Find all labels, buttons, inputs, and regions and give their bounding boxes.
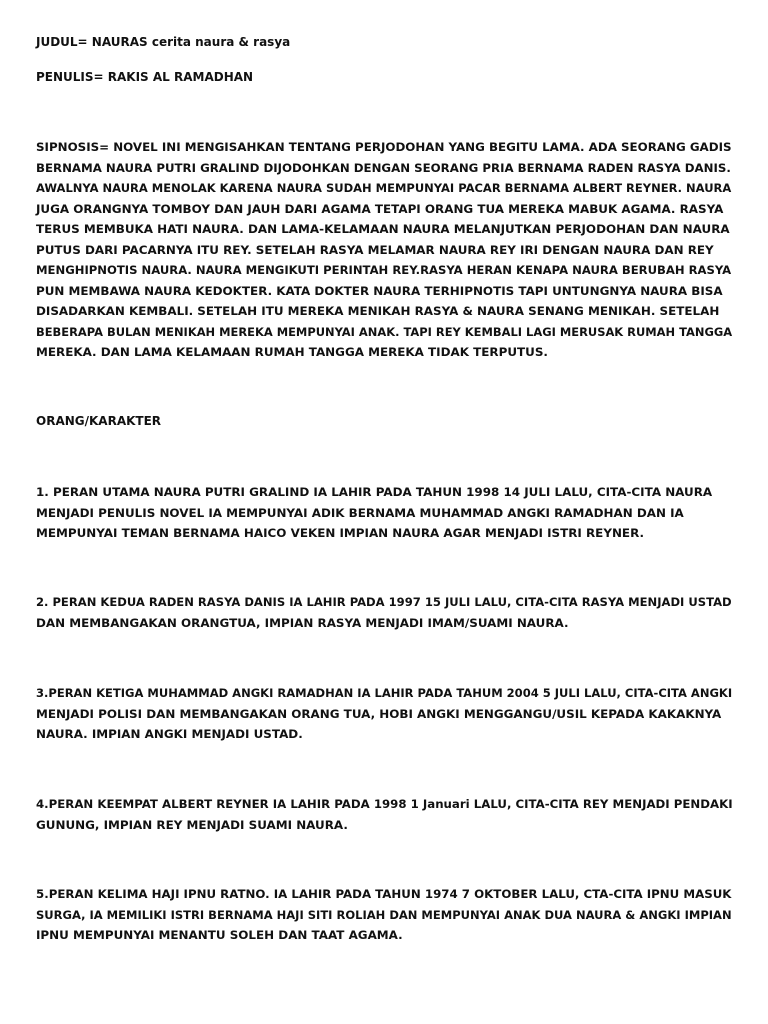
character-line: NAURA. IMPIAN ANGKI MENJADI USTAD. <box>36 727 303 741</box>
synopsis-line: TERUS MEMBUKA HATI NAURA. DAN LAMA-KELAMAAN NAURA MELANJUTKAN PERJODOHAN DAN NAURA <box>36 222 730 236</box>
synopsis-line: SIPNOSIS= NOVEL INI MENGISAHKAN TENTANG PERJODOHAN YANG BEGITU LAMA. ADA SEORANG GADIS <box>36 140 732 154</box>
character-entry-4 <box>36 794 736 835</box>
character-entry-3 <box>36 683 736 745</box>
character-line: IPNU MEMPUNYAI MENANTU SOLEH DAN TAAT AGAMA. <box>36 928 403 942</box>
character-entry-2 <box>36 592 736 633</box>
synopsis-line: MENGHIPNOTIS NAURA. NAURA MENGIKUTI PERINTAH REY.RASYA HERAN KENAPA NAURA BERUBAH RASYA <box>36 263 732 277</box>
character-line: MENJADI POLISI DAN MEMBANGAKAN ORANG TUA, HOBI ANGKI MENGGANGU/USIL KEPADA KAKAKNYA <box>36 706 722 721</box>
character-line: 3.PERAN KETIGA MUHAMMAD ANGKI RAMADHAN IA LAHIR PADA TAHUM 2004 5 JULI LALU, CITA-CITA ANGKI <box>36 686 733 700</box>
synopsis-line: BERNAMA NAURA PUTRI GRALIND DIJODOHKAN DENGAN SEORANG PRIA BERNAMA RADEN RASYA DANIS. <box>36 160 731 175</box>
character-line: SURGA, IA MEMILIKI ISTRI BERNAMA HAJI SITI ROLIAH DAN MEMPUNYAI ANAK DUA NAURA & ANGKI IMPIAN <box>36 907 732 922</box>
character-line: 4.PERAN KEEMPAT ALBERT REYNER IA LAHIR PADA 1998 1 Januari LALU, CITA-CITA REY MENJADI PENDAKI <box>36 797 733 811</box>
synopsis-line: BEBERAPA BULAN MENIKAH MEREKA MEMPUNYAI ANAK. TAPI REY KEMBALI LAGI MERUSAK RUMAH TANGGA <box>36 324 733 339</box>
synopsis-line: JUGA ORANGNYA TOMBOY DAN JAUH DARI AGAMA TETAPI ORANG TUA MEREKA MABUK AGAMA. RASYA <box>36 201 724 216</box>
synopsis-paragraph <box>36 137 736 363</box>
character-line: 1. PERAN UTAMA NAURA PUTRI GRALIND IA LAHIR PADA TAHUN 1998 14 JULI LALU, CITA-CITA NAURA <box>36 485 713 499</box>
synopsis-line: MEREKA. DAN LAMA KELAMAAN RUMAH TANGGA MEREKA TIDAK TERPUTUS. <box>36 345 548 359</box>
synopsis-line: PUN MEMBAWA NAURA KEDOKTER. KATA DOKTER NAURA TERHIPNOTIS TAPI UNTUNGNYA NAURA BISA <box>36 283 723 298</box>
character-line: DAN MEMBANGAKAN ORANGTUA, IMPIAN RASYA MENJADI IMAM/SUAMI NAURA. <box>36 615 569 630</box>
synopsis-line: PUTUS DARI PACARNYA ITU REY. SETELAH RASYA MELAMAR NAURA REY IRI DENGAN NAURA DAN REY <box>36 242 714 257</box>
author-line: PENULIS= RAKIS AL RAMADHAN <box>36 70 254 84</box>
character-line: 5.PERAN KELIMA HAJI IPNU RATNO. IA LAHIR PADA TAHUN 1974 7 OKTOBER LALU, CTA-CITA IPNU MASUK <box>36 887 732 901</box>
character-entry-1 <box>36 482 736 544</box>
character-line: 2. PERAN KEDUA RADEN RASYA DANIS IA LAHIR PADA 1997 15 JULI LALU, CITA-CITA RASYA MENJADI USTAD <box>36 595 732 609</box>
synopsis-line: AWALNYA NAURA MENOLAK KARENA NAURA SUDAH MEMPUNYAI PACAR BERNAMA ALBERT REYNER. NAURA <box>36 181 732 195</box>
synopsis-line: DISADARKAN KEMBALI. SETELAH ITU MEREKA MENIKAH RASYA & NAURA SENANG MENIKAH. SETELAH <box>36 304 720 318</box>
character-line: GUNUNG, IMPIAN REY MENJADI SUAMI NAURA. <box>36 817 348 832</box>
title-line: JUDUL= NAURAS cerita naura & rasya <box>36 35 291 49</box>
character-line: MEMPUNYAI TEMAN BERNAMA HAICO VEKEN IMPIAN NAURA AGAR MENJADI ISTRI REYNER. <box>36 526 645 540</box>
character-line: MENJADI PENULIS NOVEL IA MEMPUNYAI ADIK BERNAMA MUHAMMAD ANGKI RAMADHAN DAN IA <box>36 505 684 520</box>
characters-heading: ORANG/KARAKTER <box>36 414 162 428</box>
character-entry-5 <box>36 884 736 946</box>
